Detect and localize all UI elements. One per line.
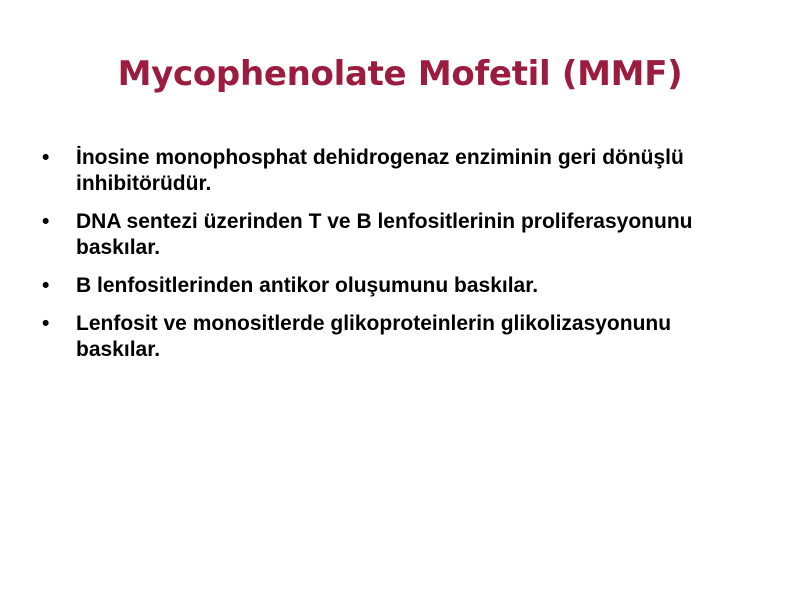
bullet-dot-icon: • — [42, 274, 50, 297]
bullet-dot-icon: • — [42, 210, 50, 233]
bullet-item — [36, 311, 756, 363]
bullet-item — [36, 209, 756, 261]
bullet-text: DNA sentezi üzerinden T ve B lenfositlerinin proliferasyonunu baskılar. — [76, 210, 693, 259]
bullet-dot-icon: • — [42, 146, 50, 169]
bullet-dot-icon: • — [42, 312, 50, 335]
bullet-text: B lenfositlerinden antikor oluşumunu baskılar. — [76, 274, 539, 297]
slide-title: Mycophenolate Mofetil (MMF) — [117, 54, 683, 94]
bullet-item — [36, 273, 756, 299]
bullet-item — [36, 145, 756, 197]
bullet-list — [36, 145, 756, 375]
bullet-text: Lenfosit ve monositlerde glikoproteinlerin glikolizasyonunu baskılar. — [76, 312, 672, 361]
bullet-text: İnosine monophosphat dehidrogenaz enziminin geri dönüşlü inhibitörüdür. — [76, 146, 684, 195]
